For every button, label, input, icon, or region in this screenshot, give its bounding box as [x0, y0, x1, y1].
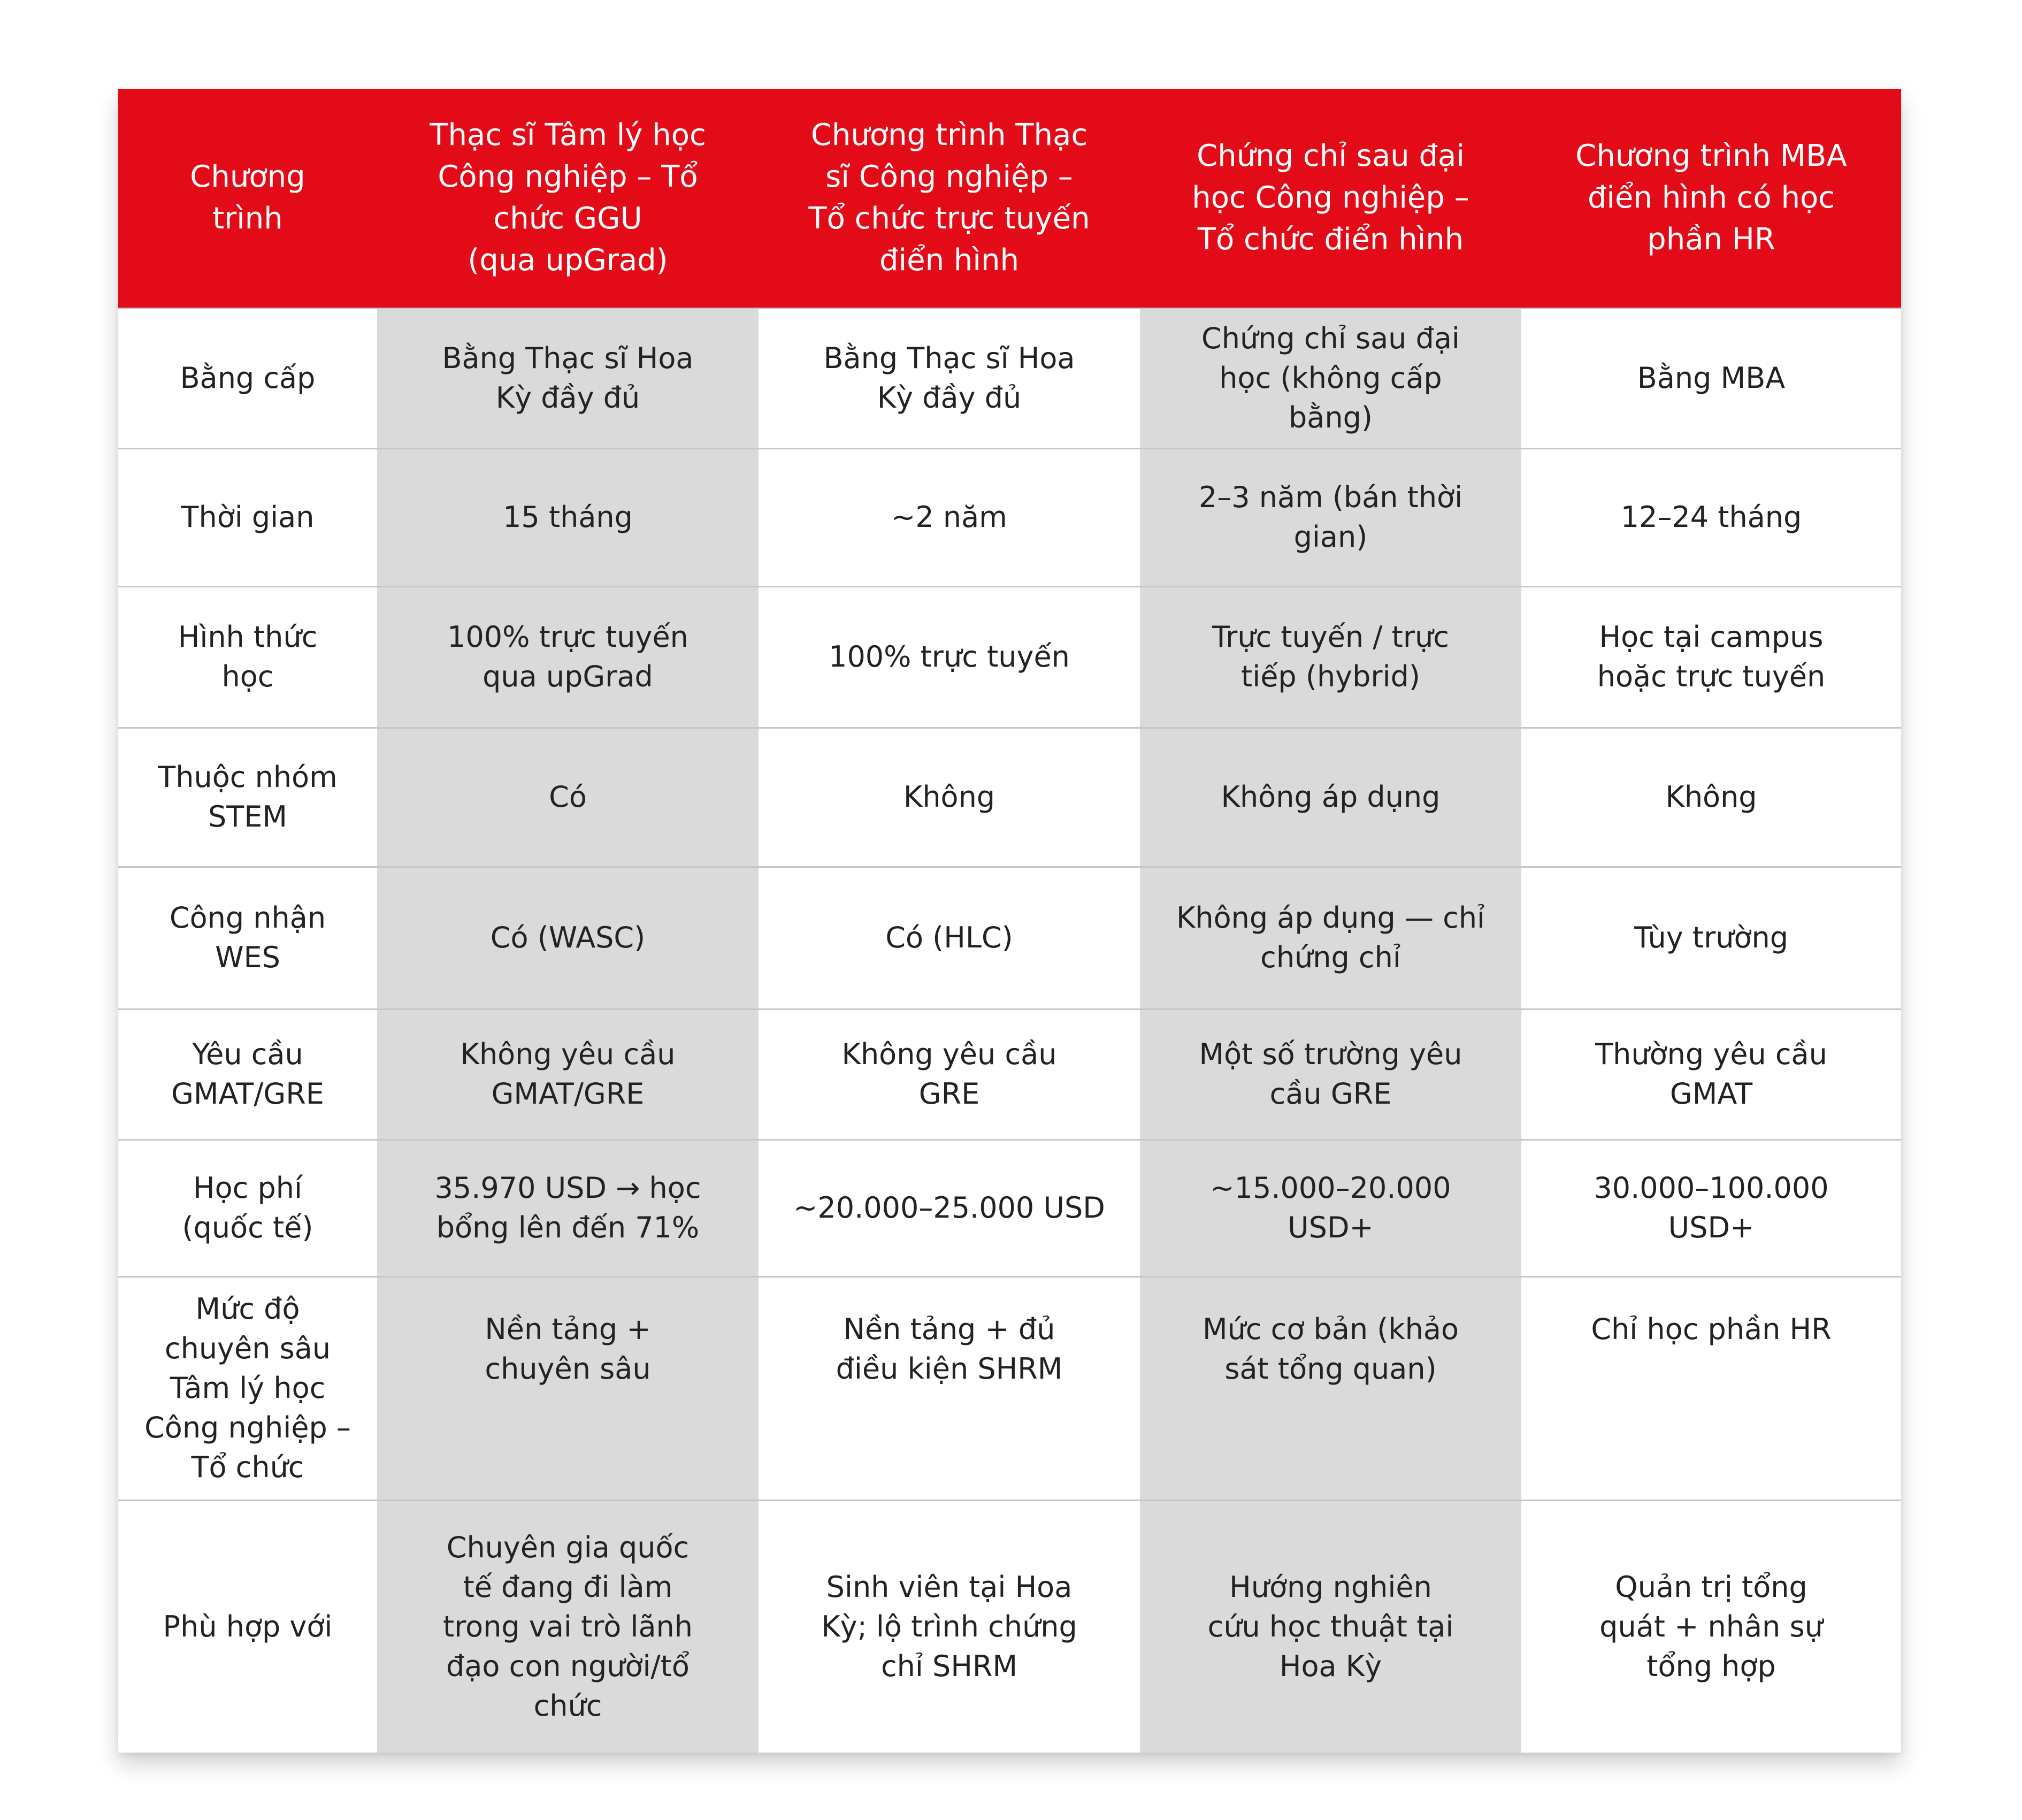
table-cell: Học tại campus hoặc trực tuyến [1521, 586, 1901, 728]
row-label: Phù hợp với [118, 1500, 377, 1753]
row-label: Mức độ chuyên sâu Tâm lý học Công nghiệp – Tổ chức [118, 1276, 377, 1500]
row-label: Thời gian [118, 448, 377, 586]
table-row-tuition [118, 1140, 1901, 1276]
row-label: Thuộc nhóm STEM [118, 728, 377, 867]
table-cell: Không [759, 728, 1140, 867]
table-cell: ~2 năm [759, 448, 1140, 586]
table-cell: Trực tuyến / trực tiếp (hybrid) [1140, 586, 1521, 728]
table-cell: Có [377, 728, 759, 867]
table-cell: Chứng chỉ sau đại học (không cấp bằng) [1140, 308, 1521, 448]
table-cell: Bằng Thạc sĩ Hoa Kỳ đầy đủ [759, 308, 1140, 448]
table-cell: Hướng nghiên cứu học thuật tại Hoa Kỳ [1140, 1500, 1521, 1753]
table-cell: 100% trực tuyến [759, 586, 1140, 728]
header-ggu-masters: Thạc sĩ Tâm lý học Công nghiệp – Tổ chức GGU (qua upGrad) [377, 89, 759, 308]
table-cell: Chuyên gia quốc tế đang đi làm trong vai trò lãnh đạo con người/tổ chức [377, 1500, 759, 1753]
table-cell: Không yêu cầu GMAT/GRE [377, 1009, 759, 1140]
table-row-degree [118, 308, 1901, 448]
table-row-format [118, 586, 1901, 728]
table-cell: Một số trường yêu cầu GRE [1140, 1009, 1521, 1140]
row-label: Công nhận WES [118, 867, 377, 1009]
table-cell: Không [1521, 728, 1901, 867]
table-cell: Thường yêu cầu GMAT [1521, 1009, 1901, 1140]
table-cell: 100% trực tuyến qua upGrad [377, 586, 759, 728]
table-cell: Bằng MBA [1521, 308, 1901, 448]
row-label: Hình thức học [118, 586, 377, 728]
table-cell: 35.970 USD → học bổng lên đến 71% [377, 1140, 759, 1276]
header-mba-hr: Chương trình MBA điển hình có học phần HR [1521, 89, 1901, 308]
row-label: Học phí (quốc tế) [118, 1140, 377, 1276]
program-comparison-table [118, 89, 1901, 1753]
row-label: Yêu cầu GMAT/GRE [118, 1009, 377, 1140]
header-graduate-certificate: Chứng chỉ sau đại học Công nghiệp – Tổ chức điển hình [1140, 89, 1521, 308]
table-cell: Không áp dụng — chỉ chứng chỉ [1140, 867, 1521, 1009]
table-cell: Không yêu cầu GRE [759, 1009, 1140, 1140]
table-cell: ~20.000–25.000 USD [759, 1140, 1140, 1276]
table-cell: 12–24 tháng [1521, 448, 1901, 586]
table-cell: ~15.000–20.000 USD+ [1140, 1140, 1521, 1276]
table-row-suitable-for [118, 1500, 1901, 1753]
table-row-gmat-gre [118, 1009, 1901, 1140]
table-cell: Sinh viên tại Hoa Kỳ; lộ trình chứng chỉ SHRM [759, 1500, 1140, 1753]
table-cell: Có (HLC) [759, 867, 1140, 1009]
table-cell: 15 tháng [377, 448, 759, 586]
table-row-depth [118, 1276, 1901, 1500]
table-row-wes [118, 867, 1901, 1009]
table-cell: Nền tảng + chuyên sâu [377, 1276, 759, 1500]
table-cell: Không áp dụng [1140, 728, 1521, 867]
header-online-masters: Chương trình Thạc sĩ Công nghiệp – Tổ chức trực tuyến điển hình [759, 89, 1140, 308]
table-cell: Nền tảng + đủ điều kiện SHRM [759, 1276, 1140, 1500]
table-cell: Tùy trường [1521, 867, 1901, 1009]
table-cell: Mức cơ bản (khảo sát tổng quan) [1140, 1276, 1521, 1500]
table-cell: 2–3 năm (bán thời gian) [1140, 448, 1521, 586]
table-cell: Chỉ học phần HR [1521, 1276, 1901, 1500]
table-cell: 30.000–100.000 USD+ [1521, 1140, 1901, 1276]
header-row [118, 89, 1901, 308]
table-cell: Có (WASC) [377, 867, 759, 1009]
comparison-table-container [118, 89, 1901, 1753]
header-program: Chương trình [118, 89, 377, 308]
table-cell: Bằng Thạc sĩ Hoa Kỳ đầy đủ [377, 308, 759, 448]
table-cell: Quản trị tổng quát + nhân sự tổng hợp [1521, 1500, 1901, 1753]
table-row-duration [118, 448, 1901, 586]
row-label: Bằng cấp [118, 308, 377, 448]
table-row-stem [118, 728, 1901, 867]
